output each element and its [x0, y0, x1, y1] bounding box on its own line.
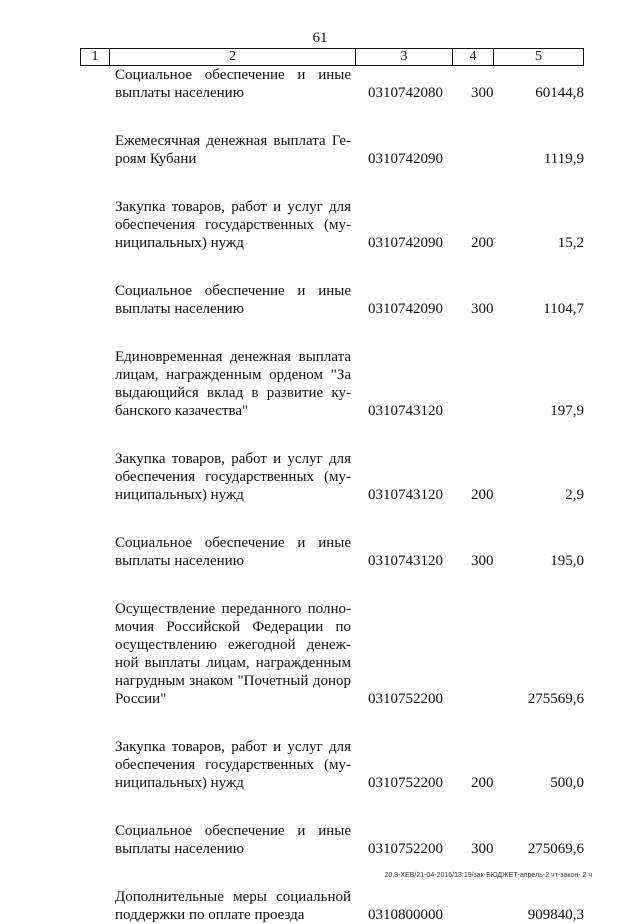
row-description-line: Закупка товаров, работ и услуг для	[115, 199, 351, 215]
row-code: 0310742090	[368, 235, 443, 251]
row-description-line: России"	[115, 691, 167, 707]
row-description-line: нагрудным знаком "Почетный донор	[115, 673, 351, 689]
column-header-1: 1	[81, 49, 110, 66]
row-type: 300	[471, 85, 494, 101]
column-header-2: 2	[110, 49, 356, 66]
table-row	[0, 534, 640, 570]
row-code: 0310800000	[368, 907, 443, 923]
row-description	[115, 198, 351, 252]
row-type: 300	[471, 553, 494, 569]
row-description-line: обеспечения государственных (му-	[115, 757, 351, 773]
row-code: 0310752200	[368, 691, 443, 707]
row-description-line: Дополнительные меры социальной	[115, 889, 351, 905]
table-row	[0, 600, 640, 708]
budget-rows	[0, 66, 640, 924]
row-amount: 2,9	[565, 487, 584, 503]
row-description-line: обеспечения государственных (му-	[115, 217, 351, 233]
row-amount: 909840,3	[527, 907, 584, 923]
table-row	[0, 282, 640, 318]
row-description-line: выдающийся вклад в развитие ку-	[115, 385, 351, 401]
footer-path: 20.3-ХЕВ/21-04-2016/13:19/зак-БЮДЖЕТ-апрель-2 чт-закон- 2 ч	[384, 872, 592, 879]
row-description	[115, 66, 351, 102]
page-number: 61	[312, 30, 328, 46]
row-description-line: ниципальных) нужд	[115, 775, 244, 791]
row-description-line: Осуществление переданного полно-	[115, 601, 351, 617]
table-row	[0, 66, 640, 102]
row-description	[115, 738, 351, 792]
row-type: 300	[471, 301, 494, 317]
row-description-line: Социальное обеспечение и иные	[115, 67, 351, 83]
row-description-line: роям Кубани	[115, 151, 197, 167]
row-type: 200	[471, 235, 494, 251]
row-code: 0310743120	[368, 487, 443, 503]
table-row	[0, 132, 640, 168]
column-header-table	[80, 48, 584, 66]
row-description-line: Ежемесячная денежная выплата Ге-	[115, 133, 351, 149]
row-amount: 275569,6	[527, 691, 584, 707]
row-type: 200	[471, 487, 494, 503]
row-description-line: Единовременная денежная выплата	[115, 349, 351, 365]
row-description	[115, 348, 351, 420]
row-code: 0310743120	[368, 403, 443, 419]
row-description-line: Закупка товаров, работ и услуг для	[115, 451, 351, 467]
row-description-line: Закупка товаров, работ и услуг для	[115, 739, 351, 755]
row-code: 0310752200	[368, 841, 443, 857]
row-description-line: осуществлению ежегодной денеж-	[115, 637, 351, 653]
table-row	[0, 450, 640, 504]
row-description	[115, 282, 351, 318]
row-code: 0310742090	[368, 301, 443, 317]
row-description-line: Социальное обеспечение и иные	[115, 535, 351, 551]
row-amount: 60144,8	[535, 85, 584, 101]
row-description	[115, 822, 351, 858]
table-row	[0, 822, 640, 858]
row-description-line: ниципальных) нужд	[115, 235, 244, 251]
row-description	[115, 534, 351, 570]
row-code: 0310742090	[368, 151, 443, 167]
row-code: 0310743120	[368, 553, 443, 569]
row-amount: 1119,9	[543, 151, 584, 167]
row-description-line: ниципальных) нужд	[115, 487, 244, 503]
row-description-line: ной выплаты лицам, награжденным	[115, 655, 351, 671]
row-description-line: Социальное обеспечение и иные	[115, 823, 351, 839]
column-header-4: 4	[453, 49, 494, 66]
row-amount: 197,9	[550, 403, 584, 419]
table-row	[0, 198, 640, 252]
column-header-5: 5	[494, 49, 584, 66]
row-type: 300	[471, 841, 494, 857]
row-description	[115, 132, 351, 168]
row-description	[115, 450, 351, 504]
row-code: 0310742080	[368, 85, 443, 101]
column-header-3: 3	[356, 49, 453, 66]
row-amount: 15,2	[557, 235, 584, 251]
table-row	[0, 738, 640, 792]
row-amount: 195,0	[550, 553, 584, 569]
row-description-line: банского казачества"	[115, 403, 249, 419]
row-amount: 500,0	[550, 775, 584, 791]
row-type: 200	[471, 775, 494, 791]
row-description-line: выплаты населению	[115, 841, 244, 857]
row-description-line: Социальное обеспечение и иные	[115, 283, 351, 299]
row-description-line: выплаты населению	[115, 553, 244, 569]
row-amount: 1104,7	[543, 301, 584, 317]
row-description-line: выплаты населению	[115, 85, 244, 101]
row-description-line: обеспечения государственных (му-	[115, 469, 351, 485]
row-amount: 275069,6	[527, 841, 584, 857]
row-description	[115, 600, 351, 708]
table-row	[0, 888, 640, 924]
row-description	[115, 888, 351, 924]
row-description-line: поддержки по оплате проезда	[115, 907, 305, 923]
table-row	[0, 348, 640, 420]
row-description-line: мочия Российской Федерации по	[115, 619, 351, 635]
row-description-line: лицам, награжденным орденом "За	[115, 367, 351, 383]
row-description-line: выплаты населению	[115, 301, 244, 317]
row-code: 0310752200	[368, 775, 443, 791]
